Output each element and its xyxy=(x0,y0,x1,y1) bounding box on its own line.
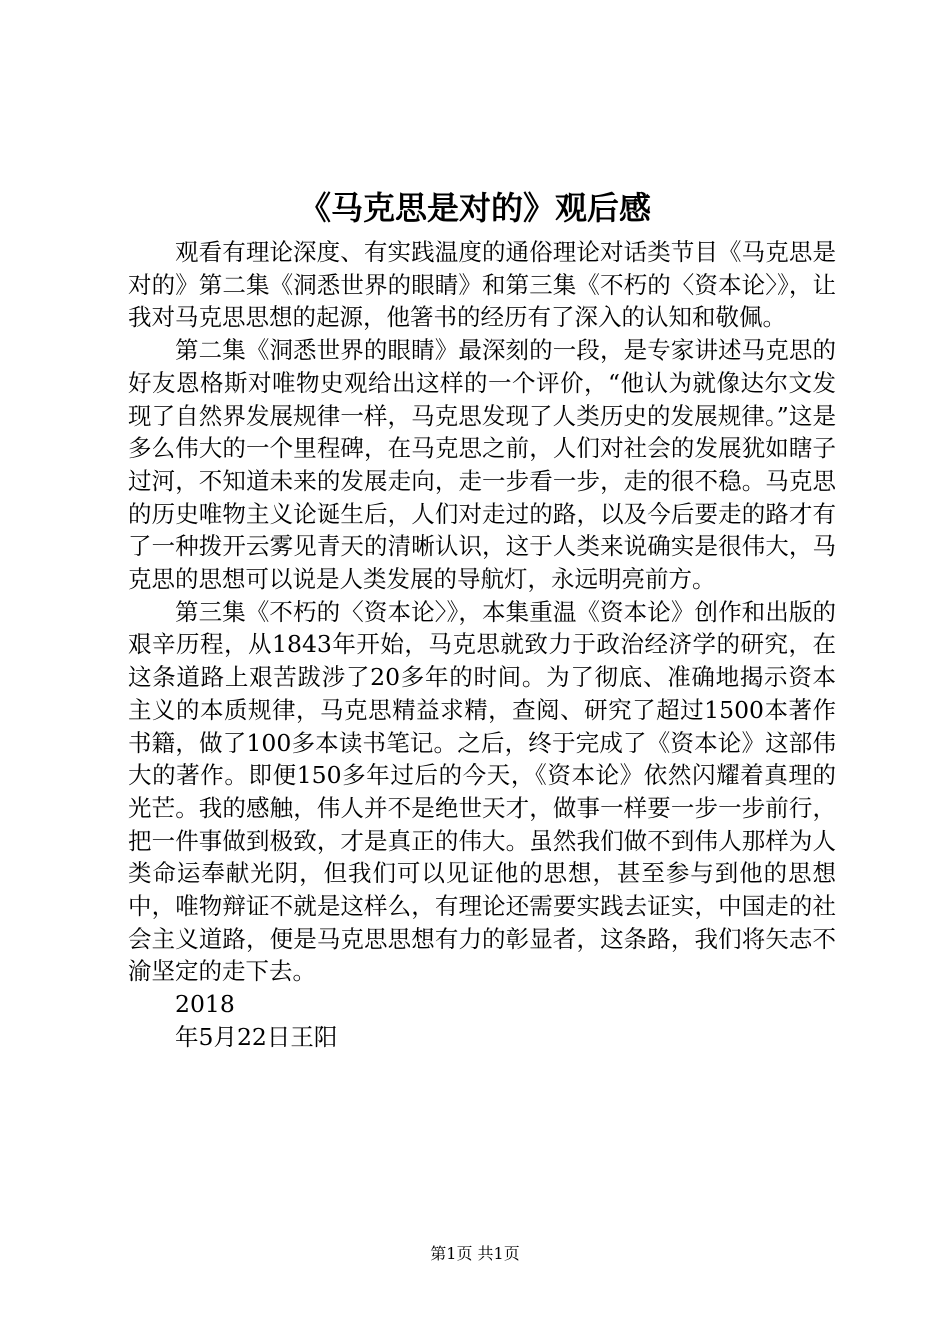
signature-date-author: 年5月22日王阳 xyxy=(175,1022,338,1051)
paragraph-episode-three: 第三集《不朽的〈资本论〉》，本集重温《资本论》创作和出版的艰辛历程，从1843年开始，马克思就致力于政治经济学的研究，在这条道路上艰苦跋涉了20多年的时间。为了彻底、准确地揭示资本主义的本质规律，马克思精益求精，查阅、研究了超过1500本著作书籍，做了100多本读书笔记。之后，终于完成了《资本论》这部伟大的著作。即便150多年过后的今天，《资本论》依然闪耀着真理的光芒。我的感触，伟人并不是绝世天才，做事一样要一步一步前行，把一件事做到极致，才是真正的伟大。虽然我们做不到伟人那样为人类命运奉献光阴，但我们可以见证他的思想，甚至参与到他的思想中，唯物辩证不就是这样么，有理论还需要实践去证实，中国走的社会主义道路，便是马克思思想有力的彰显者，这条路，我们将矢志不渝坚定的走下去。 xyxy=(128,597,836,986)
page-footer: 第1页 共1页 xyxy=(430,1244,520,1263)
document-title: 《马克思是对的》观后感 xyxy=(298,189,651,227)
paragraph-intro: 观看有理论深度、有实践温度的通俗理论对话类节目《马克思是对的》第二集《洞悉世界的眼睛》和第三集《不朽的〈资本论〉》，让我对马克思思想的起源，他箸书的经历有了深入的认知和敬佩。 xyxy=(128,238,836,332)
paragraph-episode-two: 第二集《洞悉世界的眼睛》最深刻的一段，是专家讲述马克思的好友恩格斯对唯物史观给出这样的一个评价，“他认为就像达尔文发现了自然界发展规律一样，马克思发现了人类历史的发展规律。”这是多么伟大的一个里程碑，在马克思之前，人们对社会的发展犹如瞎子过河，不知道未来的发展走向，走一步看一步，走的很不稳。马克思的历史唯物主义论诞生后，人们对走过的路，以及今后要走的路才有了一种拨开云雾见青天的清晰认识，这于人类来说确实是很伟大，马克思的思想可以说是人类发展的导航灯，永远明亮前方。 xyxy=(128,336,836,594)
signature-year: 2018 xyxy=(175,990,235,1019)
document-body xyxy=(128,236,836,1054)
